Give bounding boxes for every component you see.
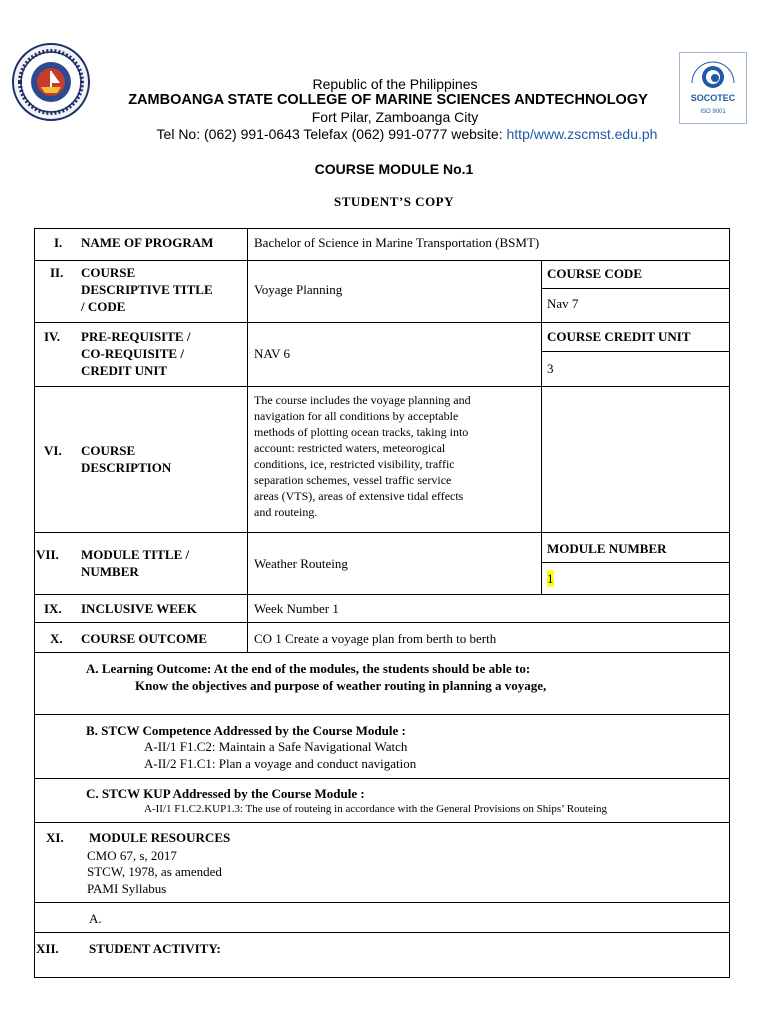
course-module-table (34, 228, 730, 978)
table-rule (34, 228, 35, 978)
table-rule (34, 622, 730, 623)
resources-label: MODULE RESOURCES (89, 830, 231, 845)
table-rule (34, 594, 730, 595)
learning-outcome-heading: A. Learning Outcome: At the end of the modules, the students should be able to: (86, 661, 531, 676)
course-label-line3: / CODE (81, 299, 126, 314)
socotec-label: SOCOTEC (690, 93, 736, 103)
program-num: I. (54, 235, 63, 250)
college-contact (0, 126, 768, 142)
college-address: Fort Pilar, Zamboanga City (311, 109, 479, 125)
prereq-label-line2: CO-REQUISITE / (81, 346, 184, 361)
table-rule (541, 288, 730, 289)
learning-outcome-item: Know the objectives and purpose of weather routing in planning a voyage, (135, 678, 547, 693)
description-line: The course includes the voyage planning and (254, 393, 471, 407)
credit-unit-value: 3 (547, 361, 554, 376)
module-number-label: MODULE NUMBER (547, 541, 667, 556)
table-rule (34, 652, 730, 653)
stcw-competence-heading: B. STCW Competence Addressed by the Course Module : (86, 723, 406, 738)
prereq-num: IV. (44, 329, 61, 344)
stcw-competence-item: A-II/2 F1.C1: Plan a voyage and conduct navigation (144, 756, 417, 771)
table-rule (34, 932, 730, 933)
table-rule (247, 228, 248, 652)
republic-heading: Republic of the Philippines (312, 76, 478, 92)
course-code-label: COURSE CODE (547, 266, 642, 281)
description-label-line1: COURSE (81, 443, 136, 458)
activity-num: XII. (36, 941, 59, 956)
contact-numbers: Tel No: (062) 991-0643 Telefax (062) 991-0777 website: (156, 126, 507, 142)
table-rule (34, 322, 730, 323)
description-line: methods of plotting ocean tracks, taking into (254, 425, 469, 439)
module-number-value: 1 (547, 571, 554, 586)
description-line: and routeing. (254, 505, 318, 519)
table-rule (34, 260, 730, 261)
description-num: VI. (44, 443, 62, 458)
module-title: COURSE MODULE No.1 (314, 161, 474, 177)
website-link[interactable]: http/www.zscmst.edu.ph (506, 126, 658, 142)
table-rule (541, 562, 730, 563)
outcome-label: COURSE OUTCOME (81, 631, 208, 646)
credit-unit-label: COURSE CREDIT UNIT (547, 329, 691, 344)
table-rule (34, 386, 730, 387)
table-rule (34, 977, 730, 978)
table-rule (34, 902, 730, 903)
activity-item-a: A. (89, 911, 102, 926)
stcw-kup-heading: C. STCW KUP Addressed by the Course Module : (86, 786, 365, 801)
week-label: INCLUSIVE WEEK (81, 601, 197, 616)
description-label-line2: DESCRIPTION (81, 460, 172, 475)
table-rule (34, 532, 730, 533)
module-label-line1: MODULE TITLE / (81, 547, 190, 562)
module-num: VII. (36, 547, 59, 562)
stcw-kup-item: A-II/1 F1.C2.KUP1.3: The use of routeing in accordance with the General Provisions on Ships’ Routeing (144, 803, 608, 815)
iso-label: ISO 9001 (700, 109, 726, 115)
description-line: account: restricted waters, meteorogical (254, 441, 446, 455)
table-rule (541, 351, 730, 352)
prereq-label-line3: CREDIT UNIT (81, 363, 168, 378)
week-value: Week Number 1 (254, 601, 339, 616)
program-value: Bachelor of Science in Marine Transportation (BSMT) (254, 235, 540, 250)
table-rule (34, 714, 730, 715)
description-line: areas (VTS), areas of extensive tidal effects (254, 489, 464, 503)
prereq-value: NAV 6 (254, 346, 291, 361)
course-title-value: Voyage Planning (254, 282, 343, 297)
table-rule (34, 822, 730, 823)
copy-label: STUDENT’S COPY (333, 194, 455, 209)
course-label-line1: COURSE (81, 265, 136, 280)
table-rule (541, 260, 542, 594)
description-line: conditions, ice, restricted visibility, traffic (254, 457, 455, 471)
outcome-num: X. (50, 631, 63, 646)
resource-item: PAMI Syllabus (87, 881, 167, 896)
activity-label: STUDENT ACTIVITY: (89, 941, 221, 956)
description-line: navigation for all conditions by acceptable (254, 409, 459, 423)
college-name: ZAMBOANGA STATE COLLEGE OF MARINE SCIENCES ANDTECHNOLOGY (128, 92, 648, 108)
week-num: IX. (44, 601, 62, 616)
resource-item: STCW, 1978, as amended (87, 864, 222, 879)
outcome-value: CO 1 Create a voyage plan from berth to berth (254, 631, 497, 646)
description-line: separation schemes, vessel traffic service (254, 473, 452, 487)
course-code-value: Nav 7 (547, 296, 579, 311)
table-rule (34, 778, 730, 779)
table-rule (729, 228, 730, 978)
module-label-line2: NUMBER (81, 564, 139, 579)
course-label-line2: DESCRIPTIVE TITLE (81, 282, 213, 297)
stcw-competence-item: A-II/1 F1.C2: Maintain a Safe Navigational Watch (144, 739, 408, 754)
table-rule (34, 228, 730, 229)
program-label: NAME OF PROGRAM (81, 235, 214, 250)
prereq-label-line1: PRE-REQUISITE / (81, 329, 191, 344)
resources-num: XI. (46, 830, 64, 845)
module-title-value: Weather Routeing (254, 556, 348, 571)
course-num: II. (50, 265, 64, 280)
resource-item: CMO 67, s, 2017 (87, 848, 177, 863)
